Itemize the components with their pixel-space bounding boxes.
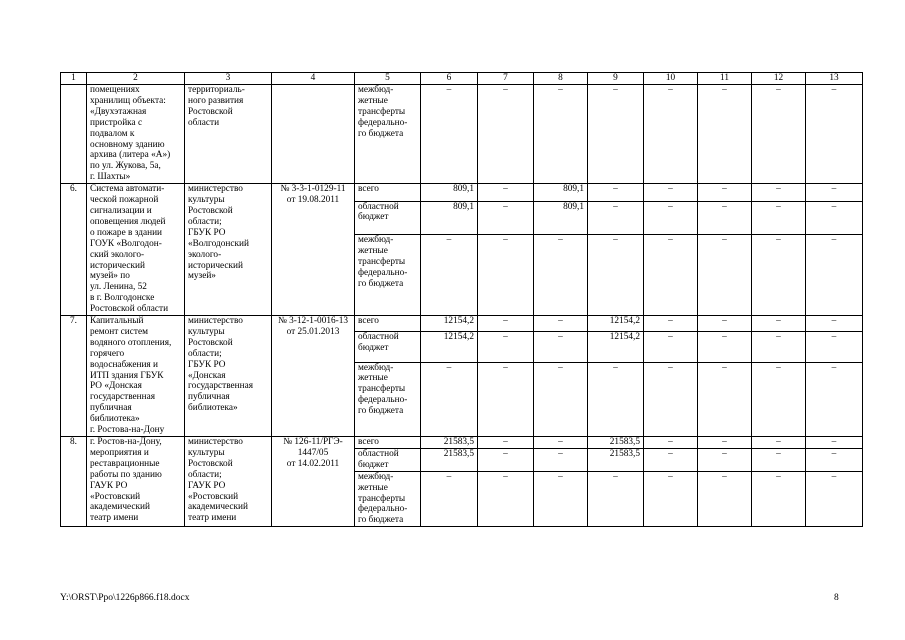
- value-cell-6: 21583,5: [421, 437, 478, 449]
- value-cell-9: 12154,2: [588, 316, 644, 332]
- funding-source-line: жетные: [358, 373, 388, 384]
- value-cell-13: –: [806, 234, 863, 315]
- value-cell-9: 21583,5: [588, 448, 644, 471]
- object-name-line: ул. Ленина, 52: [90, 282, 147, 293]
- value-cell-13: –: [806, 448, 863, 471]
- funding-source: [355, 362, 421, 436]
- col-header-1: 1: [61, 73, 87, 85]
- object-name-line: ГАУК РО: [90, 480, 128, 491]
- value-cell-11: –: [698, 201, 752, 234]
- funding-source-line: бюджет: [358, 212, 389, 223]
- funding-source-line: областной: [358, 201, 399, 212]
- funding-source-line: всего: [358, 437, 379, 447]
- funding-source-line: федерально-: [358, 395, 408, 406]
- object-name-line: «Двухэтажная: [90, 106, 147, 117]
- funding-source-line: межбюд-: [358, 362, 394, 373]
- organization-line: Ростовской: [188, 205, 233, 216]
- value-cell-13: –: [806, 362, 863, 436]
- organization-line: театр имени: [188, 513, 237, 524]
- funding-source-line: трансферты: [358, 493, 406, 504]
- organization-line: области: [188, 117, 220, 128]
- funding-source-line: межбюд-: [358, 234, 394, 245]
- value-cell-13: –: [806, 471, 863, 527]
- document-reference-line: от 14.02.2011: [286, 458, 340, 469]
- value-cell-6: –: [421, 234, 478, 315]
- organization-line: культуры: [188, 195, 225, 206]
- value-cell-6: –: [421, 471, 478, 527]
- col-header-4: 4: [272, 73, 355, 85]
- object-name-line: оповещения людей: [90, 216, 166, 227]
- document-reference-line: 1447/05: [297, 447, 329, 458]
- funding-source-line: жетные: [358, 95, 388, 106]
- value-cell-12: –: [752, 362, 806, 436]
- object-name-line: горячего: [90, 348, 125, 359]
- value-cell-11: –: [698, 362, 752, 436]
- funding-source-line: межбюд-: [358, 85, 394, 95]
- value-cell-11: –: [698, 85, 752, 184]
- object-name-line: водоснабжения и: [90, 359, 158, 370]
- value-cell-6: 12154,2: [421, 316, 478, 332]
- value-cell-13: –: [806, 184, 863, 201]
- organization-line: территориаль-: [188, 85, 245, 95]
- value-cell-6: 809,1: [421, 201, 478, 234]
- object-name: [87, 316, 185, 437]
- object-name-line: по ул. Жукова, 5а,: [90, 161, 161, 172]
- value-cell-12: –: [752, 85, 806, 184]
- value-cell-10: –: [644, 85, 698, 184]
- value-cell-11: –: [698, 437, 752, 449]
- organization-line: ГБУК РО: [188, 359, 226, 370]
- organization-line: Ростовской: [188, 458, 233, 469]
- value-cell-6: –: [421, 85, 478, 184]
- value-cell-12: –: [752, 448, 806, 471]
- value-cell-12: –: [752, 201, 806, 234]
- funding-source: [355, 316, 421, 332]
- value-cell-12: –: [752, 331, 806, 362]
- object-name: [87, 437, 185, 527]
- value-cell-9: –: [588, 471, 644, 527]
- value-cell-7: –: [478, 234, 534, 315]
- value-cell-9: –: [588, 85, 644, 184]
- value-cell-10: –: [644, 362, 698, 436]
- funding-source: [355, 234, 421, 315]
- value-cell-7: –: [478, 85, 534, 184]
- object-name-line: ремонт систем: [90, 326, 148, 337]
- object-name-line: подвалом к: [90, 128, 135, 139]
- funding-source-line: областной: [358, 331, 399, 342]
- organization-line: области;: [188, 469, 222, 480]
- organization-line: министерство: [188, 184, 243, 195]
- value-cell-11: –: [698, 448, 752, 471]
- col-header-3: 3: [185, 73, 272, 85]
- col-header-11: 11: [698, 73, 752, 85]
- value-cell-9: 12154,2: [588, 331, 644, 362]
- funding-source-line: федерально-: [358, 117, 408, 128]
- funding-source: [355, 85, 421, 184]
- organization: [185, 184, 272, 316]
- value-cell-8: 809,1: [534, 201, 588, 234]
- value-cell-8: –: [534, 448, 588, 471]
- object-name-line: помещениях: [90, 85, 140, 95]
- value-cell-13: –: [806, 437, 863, 449]
- col-header-6: 6: [421, 73, 478, 85]
- document-reference-line: № 126-11/РГЭ-: [283, 437, 343, 447]
- object-name-line: ИТП здания ГБУК: [90, 370, 164, 381]
- col-header-12: 12: [752, 73, 806, 85]
- object-name-line: библиотека»: [90, 414, 140, 425]
- column-number-row: [61, 73, 863, 85]
- object-name-line: хранилищ объекта:: [90, 95, 166, 106]
- value-cell-7: –: [478, 331, 534, 362]
- col-header-13: 13: [806, 73, 863, 85]
- object-name-line: о пожаре в здании: [90, 227, 163, 238]
- value-cell-8: –: [534, 85, 588, 184]
- funding-source: [355, 201, 421, 234]
- funding-source-line: межбюд-: [358, 471, 394, 482]
- organization-line: «Донская: [188, 370, 226, 381]
- funding-source-line: трансферты: [358, 106, 406, 117]
- document-reference-line: № 3-3-1-0129-11: [280, 184, 346, 195]
- object-name-line: Система автомати-: [90, 184, 165, 195]
- value-cell-13: –: [806, 331, 863, 362]
- funding-source-line: федерально-: [358, 267, 408, 278]
- value-cell-12: –: [752, 316, 806, 332]
- value-cell-7: –: [478, 437, 534, 449]
- value-cell-11: –: [698, 316, 752, 332]
- value-cell-10: –: [644, 331, 698, 362]
- organization-line: музей»: [188, 271, 216, 282]
- funding-source-line: бюджет: [358, 459, 389, 470]
- object-name: [87, 184, 185, 316]
- value-cell-9: 21583,5: [588, 437, 644, 449]
- organization: [185, 316, 272, 437]
- object-name-line: работы по зданию: [90, 469, 162, 480]
- value-cell-10: –: [644, 471, 698, 527]
- funding-source-line: жетные: [358, 245, 388, 256]
- object-name-line: публичная: [90, 403, 132, 414]
- table-row: [61, 316, 863, 332]
- object-name-line: г. Ростова-на-Дону: [90, 425, 165, 436]
- organization-line: Ростовской: [188, 106, 233, 117]
- row-number: 7.: [61, 316, 87, 437]
- table-row: [61, 437, 863, 449]
- organization-line: культуры: [188, 326, 225, 337]
- organization: [185, 85, 272, 184]
- organization-line: публичная: [188, 392, 230, 403]
- value-cell-10: –: [644, 184, 698, 201]
- organization-line: исторический: [188, 260, 243, 271]
- funding-source-line: трансферты: [358, 256, 406, 267]
- funding-source-line: го бюджета: [358, 128, 404, 139]
- value-cell-7: –: [478, 201, 534, 234]
- object-name-line: водяного отопления,: [90, 337, 172, 348]
- value-cell-7: –: [478, 448, 534, 471]
- organization: [185, 437, 272, 527]
- organization-line: эколого-: [188, 249, 222, 260]
- footer-page-number: 8: [834, 593, 839, 603]
- document-reference-line: № 3-12-1-0016-13: [277, 316, 349, 327]
- value-cell-8: –: [534, 471, 588, 527]
- funding-source: [355, 437, 421, 449]
- organization-line: ГАУК РО: [188, 480, 226, 491]
- organization-line: министерство: [188, 437, 243, 447]
- value-cell-6: –: [421, 362, 478, 436]
- object-name-line: академический: [90, 502, 150, 513]
- document-reference: [272, 437, 355, 527]
- value-cell-9: –: [588, 234, 644, 315]
- value-cell-9: –: [588, 201, 644, 234]
- document-reference: [272, 85, 355, 184]
- col-header-2: 2: [87, 73, 185, 85]
- value-cell-10: –: [644, 448, 698, 471]
- object-name: [87, 85, 185, 184]
- funding-source-line: областной: [358, 448, 399, 459]
- funding-source: [355, 448, 421, 471]
- object-name-line: ГОУК «Волгодон-: [90, 238, 162, 249]
- value-cell-7: –: [478, 316, 534, 332]
- value-cell-13: –: [806, 316, 863, 332]
- value-cell-6: 12154,2: [421, 331, 478, 362]
- value-cell-8: –: [534, 362, 588, 436]
- organization-line: ного развития: [188, 95, 244, 106]
- footer-file-path: Y:\ORST\Ppo\1226p866.f18.docx: [60, 593, 190, 603]
- organization-line: области;: [188, 348, 222, 359]
- object-name-line: архива (литера «А»): [90, 150, 171, 161]
- funding-source-line: го бюджета: [358, 406, 404, 417]
- document-reference: [272, 316, 355, 437]
- organization-line: академический: [188, 502, 248, 513]
- col-header-7: 7: [478, 73, 534, 85]
- organization-line: Ростовской: [188, 337, 233, 348]
- value-cell-9: –: [588, 184, 644, 201]
- object-name-line: г. Шахты»: [90, 172, 131, 183]
- row-number: 8.: [61, 437, 87, 527]
- funding-source: [355, 331, 421, 362]
- organization-line: ГБУК РО: [188, 227, 226, 238]
- organization-line: области;: [188, 216, 222, 227]
- funding-source-line: всего: [358, 184, 379, 195]
- value-cell-10: –: [644, 234, 698, 315]
- object-name-line: основному зданию: [90, 139, 165, 150]
- funding-source-line: трансферты: [358, 384, 406, 395]
- value-cell-12: –: [752, 437, 806, 449]
- object-name-line: исторический: [90, 260, 145, 271]
- object-name-line: музей» по: [90, 271, 130, 282]
- value-cell-7: –: [478, 471, 534, 527]
- object-name-line: мероприятия и: [90, 447, 149, 458]
- organization-line: министерство: [188, 316, 243, 327]
- object-name-line: «Ростовский: [90, 491, 141, 502]
- funding-source-line: жетные: [358, 482, 388, 493]
- table-row: [61, 85, 863, 184]
- organization-line: государственная: [188, 381, 254, 392]
- object-name-line: РО «Донская: [90, 381, 142, 392]
- value-cell-9: –: [588, 362, 644, 436]
- value-cell-8: –: [534, 316, 588, 332]
- organization-line: культуры: [188, 447, 225, 458]
- funding-source-line: бюджет: [358, 342, 389, 353]
- value-cell-12: –: [752, 471, 806, 527]
- organization-line: библиотека»: [188, 403, 238, 414]
- document-reference-line: от 19.08.2011: [286, 195, 340, 206]
- funding-source: [355, 471, 421, 527]
- value-cell-13: –: [806, 201, 863, 234]
- col-header-8: 8: [534, 73, 588, 85]
- object-name-line: ский эколого-: [90, 249, 145, 260]
- value-cell-11: –: [698, 331, 752, 362]
- row-number: [61, 85, 87, 184]
- col-header-10: 10: [644, 73, 698, 85]
- object-name-line: г. Ростов-на-Дону,: [90, 437, 162, 447]
- value-cell-12: –: [752, 234, 806, 315]
- object-name-line: ческой пожарной: [90, 195, 159, 206]
- funding-source: [355, 184, 421, 201]
- document-reference: [272, 184, 355, 316]
- row-number: 6.: [61, 184, 87, 316]
- value-cell-10: –: [644, 316, 698, 332]
- table-row: [61, 184, 863, 201]
- organization-line: «Волгодонский: [188, 238, 249, 249]
- funding-source-line: го бюджета: [358, 278, 404, 289]
- value-cell-8: 809,1: [534, 184, 588, 201]
- document-table: [60, 72, 863, 527]
- value-cell-8: –: [534, 437, 588, 449]
- object-name-line: Ростовской области: [90, 304, 169, 315]
- funding-source-line: федерально-: [358, 504, 408, 515]
- value-cell-11: –: [698, 184, 752, 201]
- value-cell-7: –: [478, 362, 534, 436]
- value-cell-6: 809,1: [421, 184, 478, 201]
- object-name-line: в г. Волгодонске: [90, 293, 155, 304]
- value-cell-8: –: [534, 234, 588, 315]
- object-name-line: реставрационные: [90, 458, 160, 469]
- value-cell-8: –: [534, 331, 588, 362]
- value-cell-10: –: [644, 201, 698, 234]
- value-cell-13: –: [806, 85, 863, 184]
- value-cell-11: –: [698, 234, 752, 315]
- value-cell-6: 21583,5: [421, 448, 478, 471]
- value-cell-10: –: [644, 437, 698, 449]
- object-name-line: пристройка с: [90, 117, 143, 128]
- object-name-line: сигнализации и: [90, 205, 152, 216]
- funding-source-line: го бюджета: [358, 515, 404, 526]
- value-cell-12: –: [752, 184, 806, 201]
- value-cell-11: –: [698, 471, 752, 527]
- col-header-9: 9: [588, 73, 644, 85]
- document-reference-line: от 25.01.2013: [286, 326, 340, 337]
- value-cell-7: –: [478, 184, 534, 201]
- col-header-5: 5: [355, 73, 421, 85]
- funding-source-line: всего: [358, 316, 379, 327]
- object-name-line: театр имени: [90, 513, 139, 524]
- organization-line: «Ростовский: [188, 491, 239, 502]
- object-name-line: Капитальный: [90, 316, 144, 327]
- object-name-line: государственная: [90, 392, 156, 403]
